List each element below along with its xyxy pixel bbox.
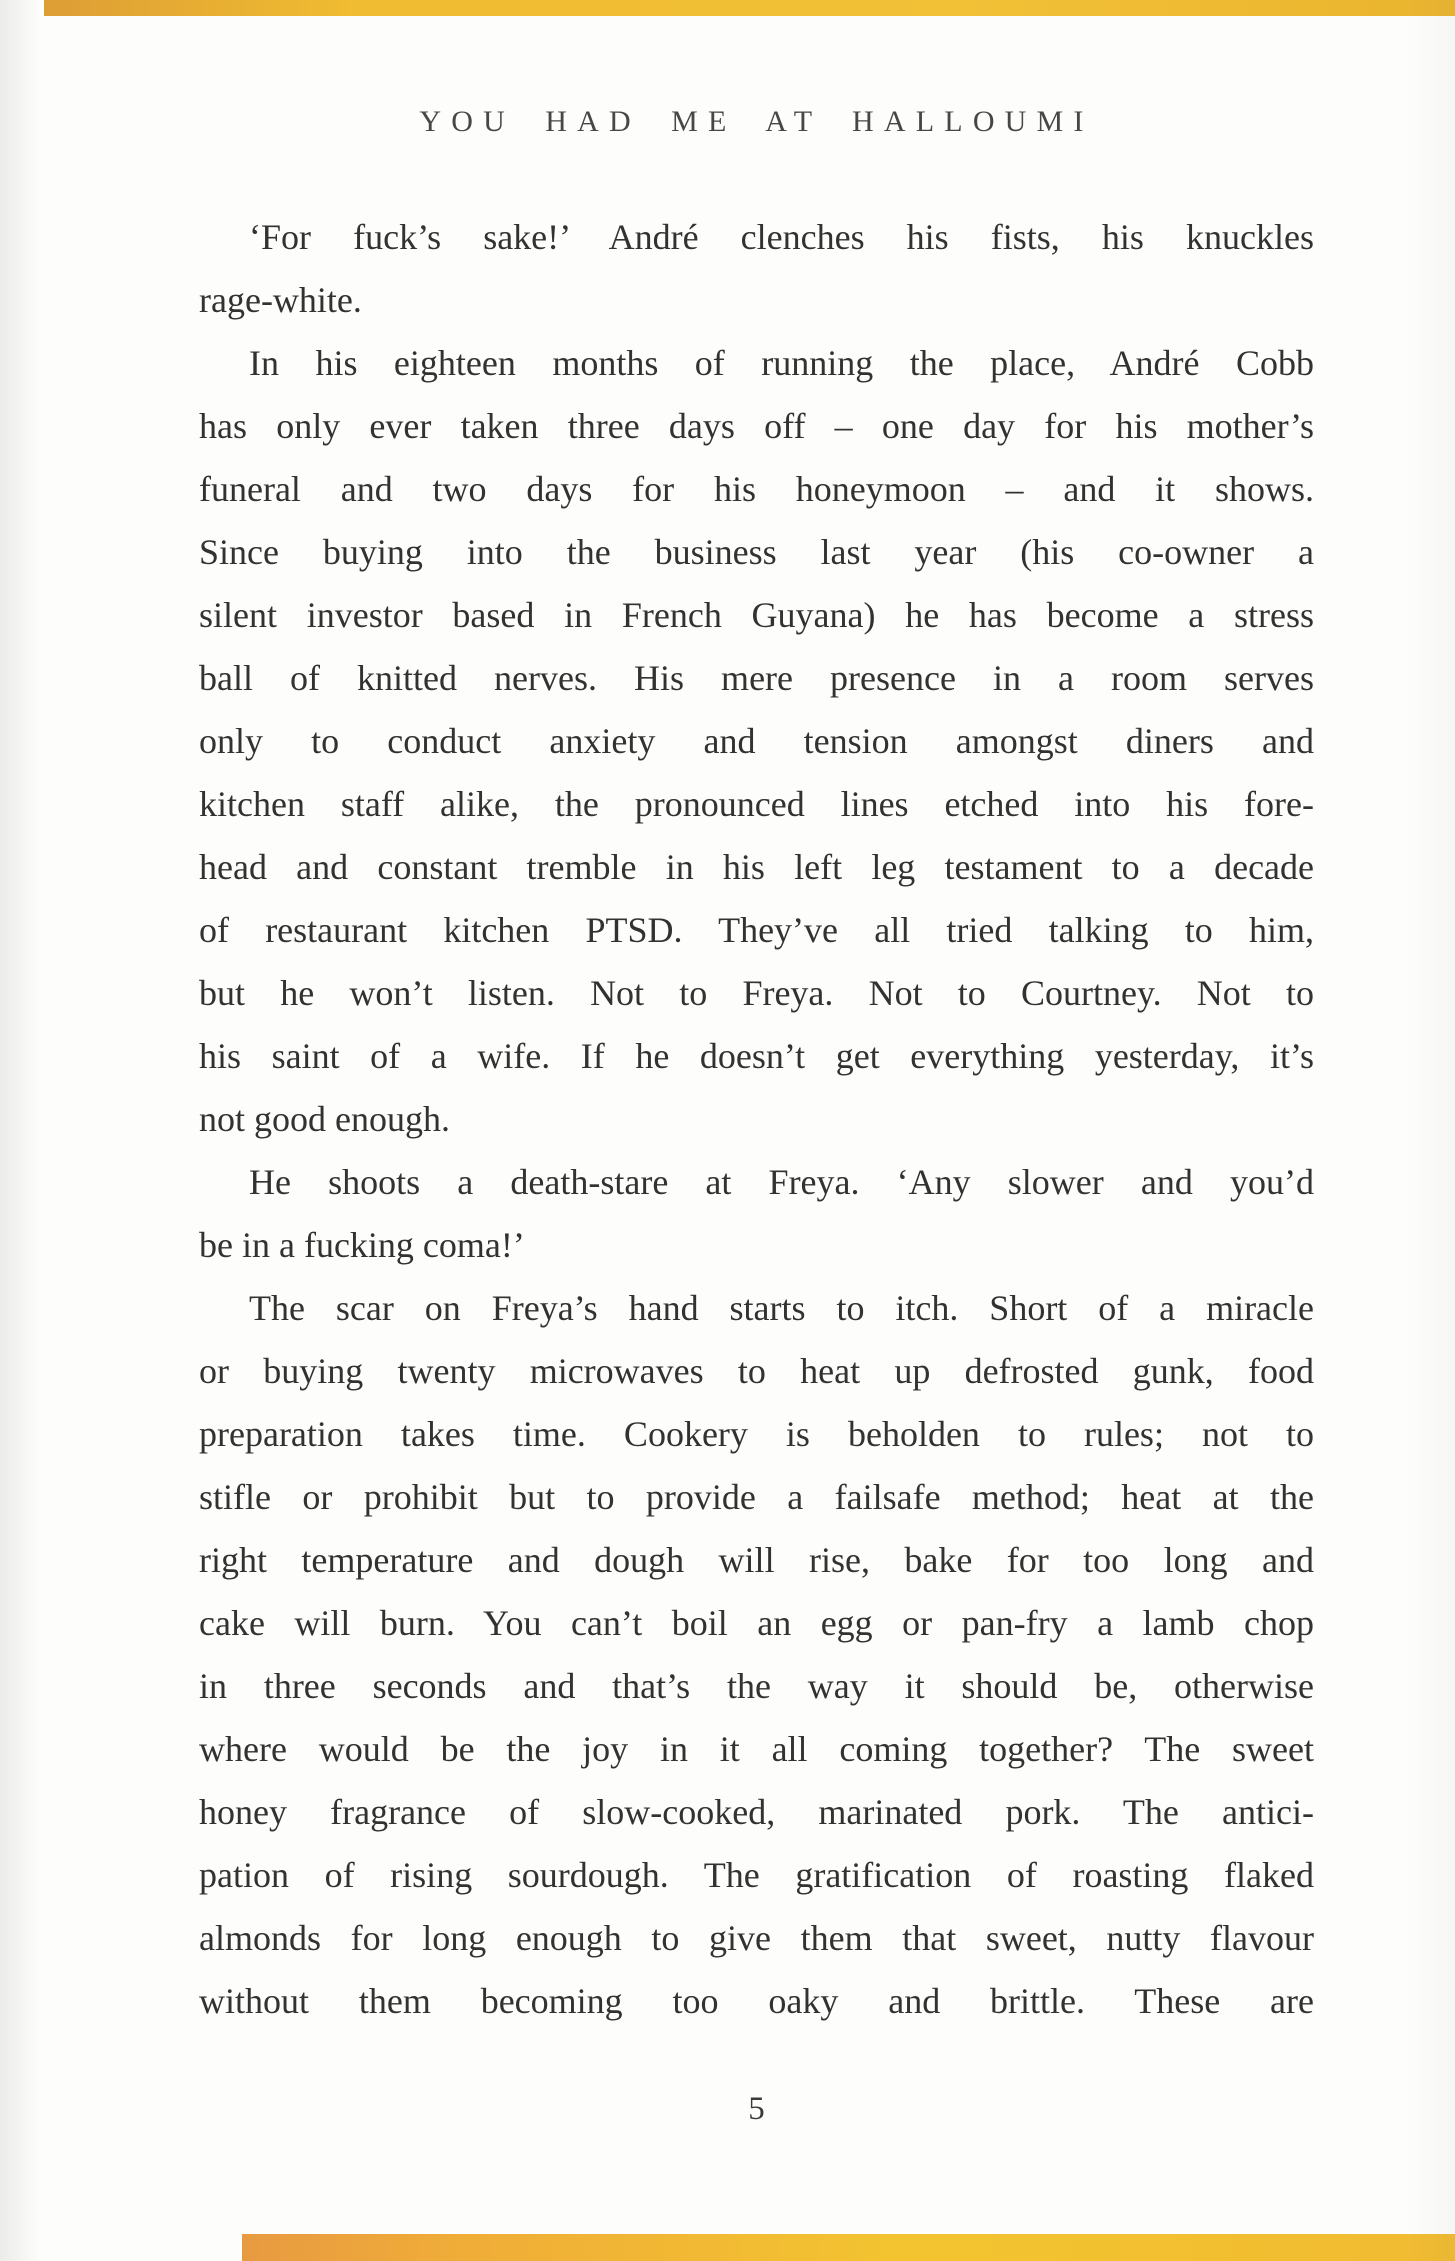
text-line: ‘For fuck’s sake!’ André clenches his fists, his knuckles	[249, 217, 1314, 257]
text-line: He shoots a death-stare at Freya. ‘Any slower and you’d	[249, 1162, 1314, 1202]
scan-shadow-right	[1395, 0, 1455, 2261]
scan-edge-strip-bottom	[242, 2234, 1455, 2261]
text-line: kitchen staff alike, the pronounced lines etched into his fore-	[199, 784, 1314, 824]
paragraph	[199, 1277, 1314, 2033]
body-text	[199, 206, 1314, 2033]
paragraph	[199, 332, 1314, 1151]
text-line: pation of rising sourdough. The gratification of roasting flaked	[199, 1855, 1314, 1895]
text-line: of restaurant kitchen PTSD. They’ve all tried talking to him,	[199, 910, 1314, 950]
text-line: not good enough.	[199, 1099, 450, 1139]
text-column	[199, 0, 1314, 2128]
text-line: In his eighteen months of running the place, André Cobb	[249, 343, 1314, 383]
text-line: or buying twenty microwaves to heat up defrosted gunk, food	[199, 1351, 1314, 1391]
text-line: but he won’t listen. Not to Freya. Not to Courtney. Not to	[199, 973, 1314, 1013]
text-line: only to conduct anxiety and tension amongst diners and	[199, 721, 1314, 761]
text-line: preparation takes time. Cookery is beholden to rules; not to	[199, 1414, 1314, 1454]
text-line: silent investor based in French Guyana) he has become a stress	[199, 595, 1314, 635]
text-line: The scar on Freya’s hand starts to itch. Short of a miracle	[249, 1288, 1314, 1328]
running-header: YOU HAD ME AT HALLOUMI	[419, 105, 1094, 138]
text-line: be in a fucking coma!’	[199, 1225, 525, 1265]
text-line: honey fragrance of slow-cooked, marinated pork. The antici-	[199, 1792, 1314, 1832]
text-line: ball of knitted nerves. His mere presence in a room serves	[199, 658, 1314, 698]
scan-shadow-left	[0, 0, 48, 2261]
page-number: 5	[748, 2091, 765, 2127]
text-line: where would be the joy in it all coming together? The sweet	[199, 1729, 1314, 1769]
text-line: cake will burn. You can’t boil an egg or pan-fry a lamb chop	[199, 1603, 1314, 1643]
text-line: his saint of a wife. If he doesn’t get everything yesterday, it’s	[199, 1036, 1314, 1076]
text-line: in three seconds and that’s the way it should be, otherwise	[199, 1666, 1314, 1706]
text-line: almonds for long enough to give them that sweet, nutty flavour	[199, 1918, 1314, 1958]
paragraph	[199, 1151, 1314, 1277]
paragraph	[199, 206, 1314, 332]
text-line: Since buying into the business last year (his co-owner a	[199, 532, 1314, 572]
text-line: has only ever taken three days off – one day for his mother’s	[199, 406, 1314, 446]
text-line: head and constant tremble in his left leg testament to a decade	[199, 847, 1314, 887]
text-line: rage-white.	[199, 280, 362, 320]
text-line: right temperature and dough will rise, bake for too long and	[199, 1540, 1314, 1580]
text-line: stifle or prohibit but to provide a failsafe method; heat at the	[199, 1477, 1314, 1517]
text-line: funeral and two days for his honeymoon – and it shows.	[199, 469, 1314, 509]
text-line: without them becoming too oaky and brittle. These are	[199, 1981, 1314, 2021]
